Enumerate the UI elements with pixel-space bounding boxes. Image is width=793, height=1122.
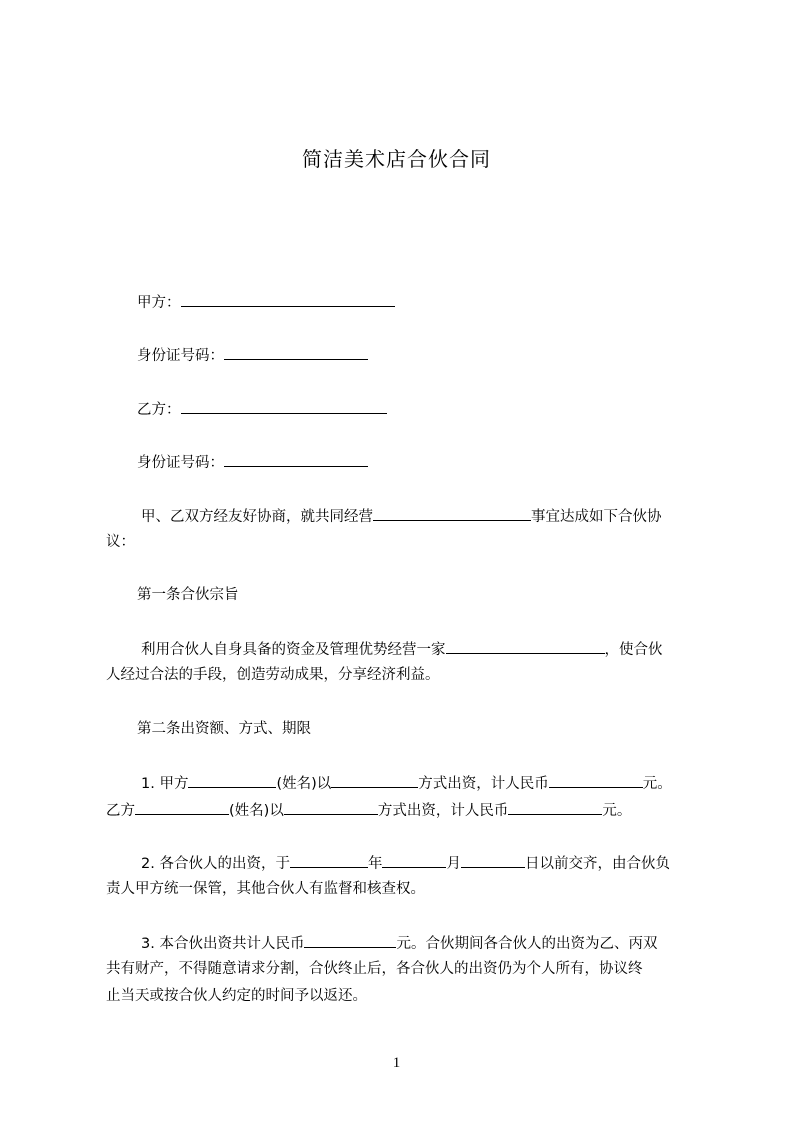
item-1-text-a: 1. 甲方: [141, 776, 189, 792]
party-b-name-blank[interactable]: [135, 799, 229, 815]
party-a-id-line: [137, 344, 368, 366]
party-a-method-blank[interactable]: [331, 772, 418, 788]
intro-text-2: 事宜达成如下合伙协: [531, 509, 662, 525]
party-b-id-line: [137, 451, 368, 473]
page-number: 1: [392, 1055, 401, 1071]
article-2-heading: 第二条出资额、方式、期限: [137, 721, 311, 737]
shop-name-blank[interactable]: [446, 638, 605, 654]
intro-line-1: [141, 505, 662, 527]
item-1-text-e: 乙方: [106, 803, 135, 819]
item-3-line-3: 止当天或按合伙人约定的时间予以返还。: [106, 988, 367, 1004]
item-1-text-c: 方式出资，计人民币: [418, 776, 549, 792]
business-blank[interactable]: [373, 505, 531, 521]
item-3-line-2: 共有财产，不得随意请求分割，合伙终止后，各合伙人的出资仍为个人所有，协议终: [106, 961, 643, 977]
item-2-line-1: [141, 852, 670, 874]
party-b-label: 乙方：: [137, 402, 181, 418]
item-2-text-c: 月: [446, 856, 461, 872]
party-b-blank[interactable]: [181, 398, 387, 414]
item-2-text-a: 2. 各合伙人的出资，于: [141, 856, 290, 872]
item-1-text-d: 元。: [642, 776, 672, 792]
item-3-line-1: [141, 932, 657, 954]
item-3-text-a: 3. 本合伙出资共计人民币: [141, 936, 305, 952]
item-2-text-d: 日以前交齐，由合伙负: [524, 856, 670, 872]
year-blank[interactable]: [290, 852, 368, 868]
party-a-id-blank[interactable]: [224, 344, 368, 360]
party-b-id-blank[interactable]: [224, 451, 368, 467]
item-1-text-g: 方式出资，计人民币: [377, 803, 509, 819]
party-b-method-blank[interactable]: [284, 799, 378, 815]
article-1-text-b: ，使合伙: [604, 642, 663, 658]
article-1-text-a: 利用合伙人自身具备的资金及管理优势经营一家: [141, 642, 446, 658]
month-blank[interactable]: [382, 852, 446, 868]
item-3-text-b: 元。合伙期间各合伙人的出资为乙、丙双: [396, 936, 658, 952]
item-1-text-b: (姓名)以: [276, 776, 332, 792]
item-1-line-1: [141, 772, 672, 794]
party-a-name-blank[interactable]: [188, 772, 276, 788]
item-2-line-2: 责人甲方统一保管，其他合伙人有监督和核查权。: [106, 881, 425, 897]
total-amount-blank[interactable]: [304, 932, 396, 948]
item-1-line-2: [106, 799, 631, 821]
article-1-line-1: [141, 638, 663, 660]
intro-text-1: 甲、乙双方经友好协商，就共同经营: [141, 509, 373, 525]
party-a-amount-blank[interactable]: [549, 772, 643, 788]
party-a-blank[interactable]: [181, 291, 395, 307]
item-1-text-h: 元。: [602, 803, 632, 819]
article-1-line-2: 人经过合法的手段，创造劳动成果，分享经济利益。: [106, 667, 440, 683]
party-b-id-label: 身份证号码：: [137, 455, 224, 471]
party-b-amount-blank[interactable]: [508, 799, 602, 815]
article-1-heading: 第一条合伙宗旨: [137, 587, 239, 603]
party-a-line: [137, 291, 395, 313]
day-blank[interactable]: [461, 852, 525, 868]
party-b-line: [137, 398, 387, 420]
document-title: 简洁美术店合伙合同: [302, 147, 491, 171]
intro-text-3: 议：: [106, 534, 135, 550]
item-1-text-f: (姓名)以: [229, 803, 284, 819]
party-a-label: 甲方：: [137, 295, 181, 311]
item-2-text-b: 年: [367, 856, 383, 872]
party-a-id-label: 身份证号码：: [137, 348, 224, 364]
intro-line-2: [106, 532, 135, 552]
